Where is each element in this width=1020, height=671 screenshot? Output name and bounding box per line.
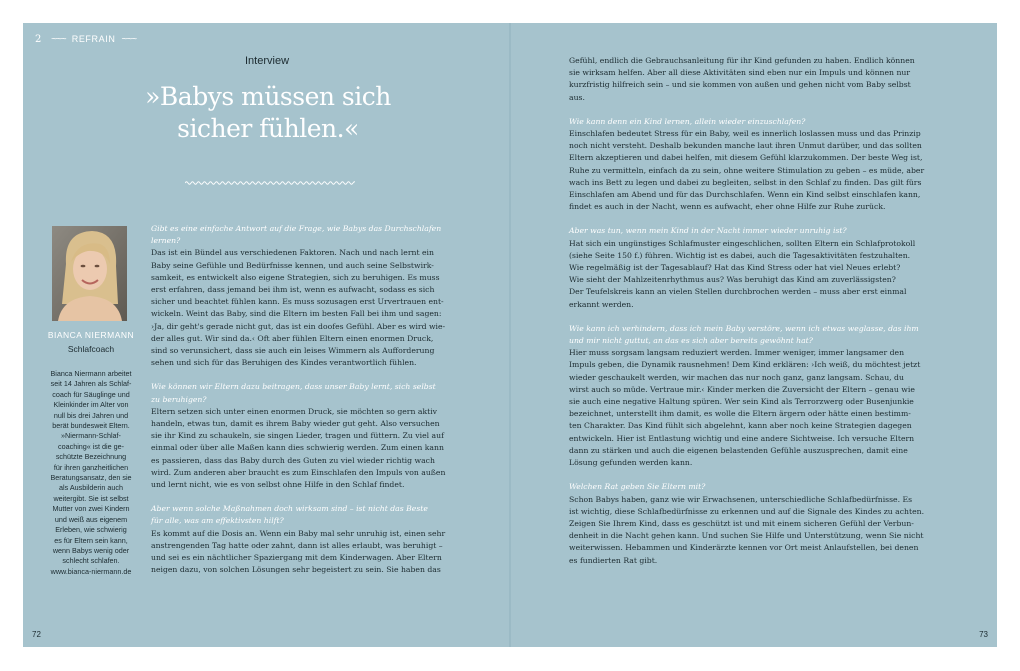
author-bio-line: null bis drei Jahren und bbox=[53, 410, 129, 420]
right-text-line: es fundierten Rat gibt. bbox=[569, 555, 658, 565]
author-bio-line: Beratungsansatz, den sie bbox=[50, 473, 132, 483]
right-text-line: Schon Babys haben, ganz wie wir Erwachsenen, unterschiedliche Schlafbedürfnisse. Es bbox=[569, 494, 913, 504]
headline-line-1: »Babys müssen sich bbox=[145, 82, 391, 111]
left-answer bbox=[151, 247, 449, 369]
left-text-line: sind so verunsichert, dass sie auch ein leises Wimmern als Aufforderung bbox=[151, 346, 435, 356]
right-text-line: Ruhe zu vermitteln, einfach da zu sein, ohne weitere Stimulation zu geben – es müde, aber bbox=[569, 165, 925, 175]
left-text-line: für alle, was am effektivsten hilft? bbox=[151, 516, 284, 526]
left-text-line: Baby seine Gefühle und Bedürfnisse kennen, und auch seine Selbstwirk- bbox=[151, 260, 434, 270]
right-answer bbox=[569, 347, 927, 469]
page-gutter bbox=[509, 23, 511, 647]
right-text-line: entwickeln. Hier ist Entlastung wichtig und eine andere Sichtweise. Ich versuche Eltern bbox=[569, 433, 915, 443]
right-answer bbox=[569, 494, 927, 567]
right-text-line: Impuls geben, die Dynamik rausnehmen! Dem Kind erklären: ›Ich weiß, du möchtest jetzt bbox=[569, 360, 921, 370]
right-text-line: weiterwissen. Hebammen und Kinderärzte kennen vor Ort meist Anlaufstellen, bei denen bbox=[569, 543, 919, 553]
author-bio-line: es für Eltern sein kann, bbox=[54, 535, 128, 545]
author-bio-line: als Ausbilderin auch bbox=[59, 483, 123, 493]
left-text-line: Aber wenn solche Maßnahmen doch wirksam sind – ist nicht das Beste bbox=[151, 504, 428, 514]
right-text-line: (siehe Seite 150 f.) führen. Wichtig ist es dabei, auch die Tagesaktivitäten festzuhalten. bbox=[569, 250, 911, 260]
author-bio-line: www.bianca-niermann.de bbox=[50, 566, 132, 576]
left-question bbox=[151, 503, 449, 527]
right-text-line: Hat sich ein ungünstiges Schlafmuster eingeschlichen, sollten Eltern ein Schlafprotokoll bbox=[569, 238, 916, 248]
author-role: Schlafcoach bbox=[67, 344, 115, 354]
left-text-line: es passieren, dass das Baby durch des Guten zu viel wieder richtig wach bbox=[151, 455, 435, 465]
wavy-divider-ornament bbox=[185, 179, 355, 187]
author-bio-line: Bianca Niermann arbeitet bbox=[50, 369, 132, 378]
left-text-line: sehen und sich für das Beruhigen des Kindes verantwortlich fühlen. bbox=[151, 358, 417, 368]
left-text-line: handeln, etwas tun, damit es ihrem Baby wieder gut geht. Also versuchen bbox=[151, 419, 440, 429]
left-text-line: einmal oder über alle Maßen kann dies schwierig werden. Zum einen kann bbox=[151, 443, 444, 453]
left-text-line: der alles gut. Wir sind da.‹ Oft aber fühlen Eltern einen enormen Druck, bbox=[151, 333, 434, 343]
left-text-line: Gibt es eine einfache Antwort auf die Frage, wie Babys das Durchschlafen bbox=[151, 224, 442, 233]
author-bio-line: coach für Säuglinge und bbox=[52, 389, 130, 399]
left-text-line: Es kommt auf die Dosis an. Wenn ein Baby mal sehr unruhig ist, einen sehr bbox=[151, 528, 446, 538]
article-kicker: Interview bbox=[245, 55, 290, 67]
left-text-line: samkeit, es entwickelt also eigene Strategien, sich zu beruhigen. Es muss bbox=[151, 272, 440, 282]
magazine-spread bbox=[23, 23, 997, 647]
article-headline bbox=[123, 81, 413, 145]
left-text-line: lernen? bbox=[151, 236, 181, 246]
right-text-line: bezeichnet, unterstellt ihm damit, es wolle die Eltern ärgern oder hätte einen bestimm- bbox=[569, 409, 911, 419]
right-text-line: noch nicht versteht. Deshalb bekunden manche laut ihren Unmut darüber, und das sollten bbox=[569, 141, 922, 151]
author-bio-line: »Niermann-Schlaf- bbox=[61, 431, 121, 441]
right-text-line: dann zu stärken und auch die eigenen belastenden Gefühle auszusprechen, damit eine bbox=[569, 445, 908, 455]
right-text-line: Eltern akzeptieren und dabei helfen, mit diesem Gefühl klarzukommen. Der beste Weg ist, bbox=[569, 153, 923, 163]
left-question bbox=[151, 223, 449, 247]
author-bio-line: berät bundesweit Eltern. bbox=[52, 421, 130, 431]
right-question bbox=[569, 225, 927, 237]
right-text-line: Zeigen Sie Ihrem Kind, dass es geschützt ist und mit einem sicheren Gefühl der Verbun- bbox=[569, 518, 914, 528]
right-text-line: wieder geschaukelt werden, wir machen das nur noch ganz, ganz langsam. Schau, du bbox=[569, 372, 904, 382]
right-text-line: Hier muss sorgsam langsam reduziert werden. Immer weniger, immer langsamer den bbox=[569, 348, 905, 358]
right-question bbox=[569, 323, 927, 347]
author-bio-line: wenn Babys wenig oder bbox=[52, 545, 130, 555]
author-bio-line: Kleinkinder im Alter von bbox=[53, 400, 129, 410]
author-bio-line: seit 14 Jahren als Schlaf- bbox=[50, 379, 132, 389]
left-answer bbox=[151, 406, 449, 491]
right-text-line: ist wichtig, diese Schlafbedürfnisse zu erkennen und auf die Signale des Kindes zu achten. bbox=[569, 506, 925, 516]
right-answer bbox=[569, 238, 927, 311]
right-answer bbox=[569, 55, 927, 104]
left-text-line: und lernt nicht, wie es von selbst ohne Hilfe in den Schlaf findet. bbox=[151, 480, 405, 490]
left-text-line: zu beruhigen? bbox=[151, 394, 207, 404]
right-text-line: Welchen Rat geben Sie Eltern mit? bbox=[569, 482, 706, 492]
right-column-text bbox=[569, 55, 927, 579]
right-answer bbox=[569, 128, 927, 213]
headline-line-2: sicher fühlen.« bbox=[177, 114, 359, 143]
author-bio-line: Mutter von zwei Kindern bbox=[52, 504, 130, 514]
author-bio-line: weitergibt. Sie ist selbst bbox=[53, 493, 129, 503]
author-name: BIANCA NIERMANN bbox=[47, 330, 135, 340]
right-text-line: findet es auch in der Nacht, wenn es aufwacht, eher ohne Hilfe zur Ruhe zurück. bbox=[569, 202, 886, 212]
author-bio-line: für ihren ganzheitlichen bbox=[53, 462, 129, 472]
left-question bbox=[151, 381, 449, 405]
right-question bbox=[569, 116, 927, 128]
right-text-line: aus. bbox=[569, 92, 585, 102]
header-page-number: 2 bbox=[35, 34, 42, 45]
left-text-line: sie ihr Kind zu schaukeln, sie singen Lieder, tragen und füttern. Zu viel auf bbox=[151, 431, 444, 441]
right-text-line: wirst auch so müde. Vertraue mir.‹ Kinder merken die Zuversicht der Eltern – genau wie bbox=[569, 384, 915, 394]
right-question bbox=[569, 481, 927, 493]
left-text-line: ›Ja, dir geht's gerade nicht gut, das ist ein doofes Gefühl. Aber es wird wie- bbox=[151, 321, 446, 331]
running-header bbox=[35, 34, 139, 45]
left-text-line: wird. Zum anderen aber braucht es zum Einschlafen den Impuls von außen bbox=[151, 467, 446, 477]
right-text-line: Wie kann ich verhindern, dass ich mein Baby verstöre, wenn ich etwas weglasse, das ihm bbox=[569, 323, 919, 333]
right-text-line: sie auch eine negative Haltung spüren. Wer sein Kind als Terrorzwerg oder Busenjunkie bbox=[569, 397, 914, 407]
header-wave-ornament: ~~~ bbox=[51, 34, 66, 45]
author-bio-line: und weiß aus eigenem bbox=[54, 514, 128, 524]
right-text-line: Wie regelmäßig ist der Tagesablauf? Hat das Kind Stress oder hat viel Neues erlebt? bbox=[569, 263, 901, 273]
left-text-line: anstrengenden Tag hatte oder zahnt, dann ist alles erlaubt, was beruhigt – bbox=[151, 540, 443, 550]
author-bio-line: schlecht schlafen. bbox=[62, 556, 120, 566]
left-text-line: Wie können wir Eltern dazu beitragen, dass unser Baby lernt, sich selbst bbox=[151, 382, 436, 392]
right-text-line: wach ins Bett zu legen und dabei zu begleiten, selbst in den Schlaf zu finden. Das gilt fürs bbox=[569, 177, 922, 187]
right-text-line: denheit in die Nacht gehen kann. Und suchen Sie Hilfe und Unterstützung, wenn Sie nicht bbox=[569, 531, 924, 541]
author-bio bbox=[41, 369, 141, 577]
right-text-line: Einschlafen bedeutet Stress für ein Baby, weil es innerlich loslassen muss und das Prinzip bbox=[569, 129, 921, 139]
header-section-title: REFRAIN bbox=[71, 34, 116, 44]
right-text-line: Aber was tun, wenn mein Kind in der Nacht immer wieder unruhig ist? bbox=[569, 226, 847, 236]
left-text-line: erst erfahren, dass jemand bei ihm ist, wenn es aufwacht, sodass es sich bbox=[151, 285, 435, 295]
page-number-left: 72 bbox=[32, 630, 41, 639]
left-text-line: wickeln. Weint das Baby, sind die Eltern im besten Fall bei ihm und sagen: bbox=[151, 309, 442, 319]
right-text-line: Einschlafen am Abend und für das Durchschlafen. Wenn ein Kind selbst einschlafen kann, bbox=[569, 190, 921, 200]
page-number-right: 73 bbox=[979, 630, 988, 639]
author-bio-line: coaching« ist die ge- bbox=[58, 441, 124, 451]
right-text-line: Der Teufelskreis kann an vielen Stellen durchbrochen werden – muss aber erst einmal bbox=[569, 287, 907, 297]
author-bio-line: Erleben, wie schwierig bbox=[55, 525, 127, 535]
left-text-line: Das ist ein Bündel aus verschiedenen Faktoren. Nach und nach lernt ein bbox=[151, 248, 434, 258]
author-bio-line: schützte Bezeichnung bbox=[55, 452, 127, 462]
right-text-line: kurzfristig hilfreich sein – und sie kommen von außen und gehen nicht vom Baby selbst bbox=[569, 80, 911, 90]
right-text-line: Gefühl, endlich die Gebrauchsanleitung für ihr Kind gefunden zu haben. Endlich können bbox=[569, 56, 915, 65]
header-wave-ornament-right: ~~~ bbox=[121, 34, 137, 45]
right-text-line: und mir nicht guttut, an das es sich aber bereits gewöhnt hat? bbox=[569, 336, 813, 346]
left-answer bbox=[151, 528, 449, 577]
right-text-line: Lösung gefunden werden kann. bbox=[569, 458, 693, 468]
left-text-line: Eltern setzen sich unter einen enormen Druck, sie möchten so gern aktiv bbox=[151, 406, 437, 416]
right-text-line: Wie sieht der Mahlzeitenrhythmus aus? Was beruhigt das Kind am zuverlässigsten? bbox=[569, 275, 896, 285]
right-text-line: sie wirksam helfen. Aber all diese Aktivitäten sind eben nur ein Impuls und können nur bbox=[569, 68, 911, 78]
right-text-line: erkannt werden. bbox=[569, 299, 634, 309]
author-portrait bbox=[52, 226, 127, 321]
left-text-line: und sei es ein nächtlicher Spaziergang mit dem Kinderwagen. Aber Eltern bbox=[151, 553, 442, 563]
left-text-line: sicher und beachtet fühlen kann. Es muss sozusagen erst Urvertrauen ent- bbox=[151, 297, 444, 307]
right-text-line: Wie kann denn ein Kind lernen, allein wieder einzuschlafen? bbox=[569, 116, 806, 126]
right-text-line: ten Charakter. Das Kind fühlt sich abgelehnt, kann aber noch keine Strategien dagegen bbox=[569, 421, 912, 431]
left-column-text bbox=[151, 223, 449, 588]
left-text-line: neigen dazu, von solchen Lösungen sehr begeistert zu sein. Sie haben das bbox=[151, 565, 441, 575]
